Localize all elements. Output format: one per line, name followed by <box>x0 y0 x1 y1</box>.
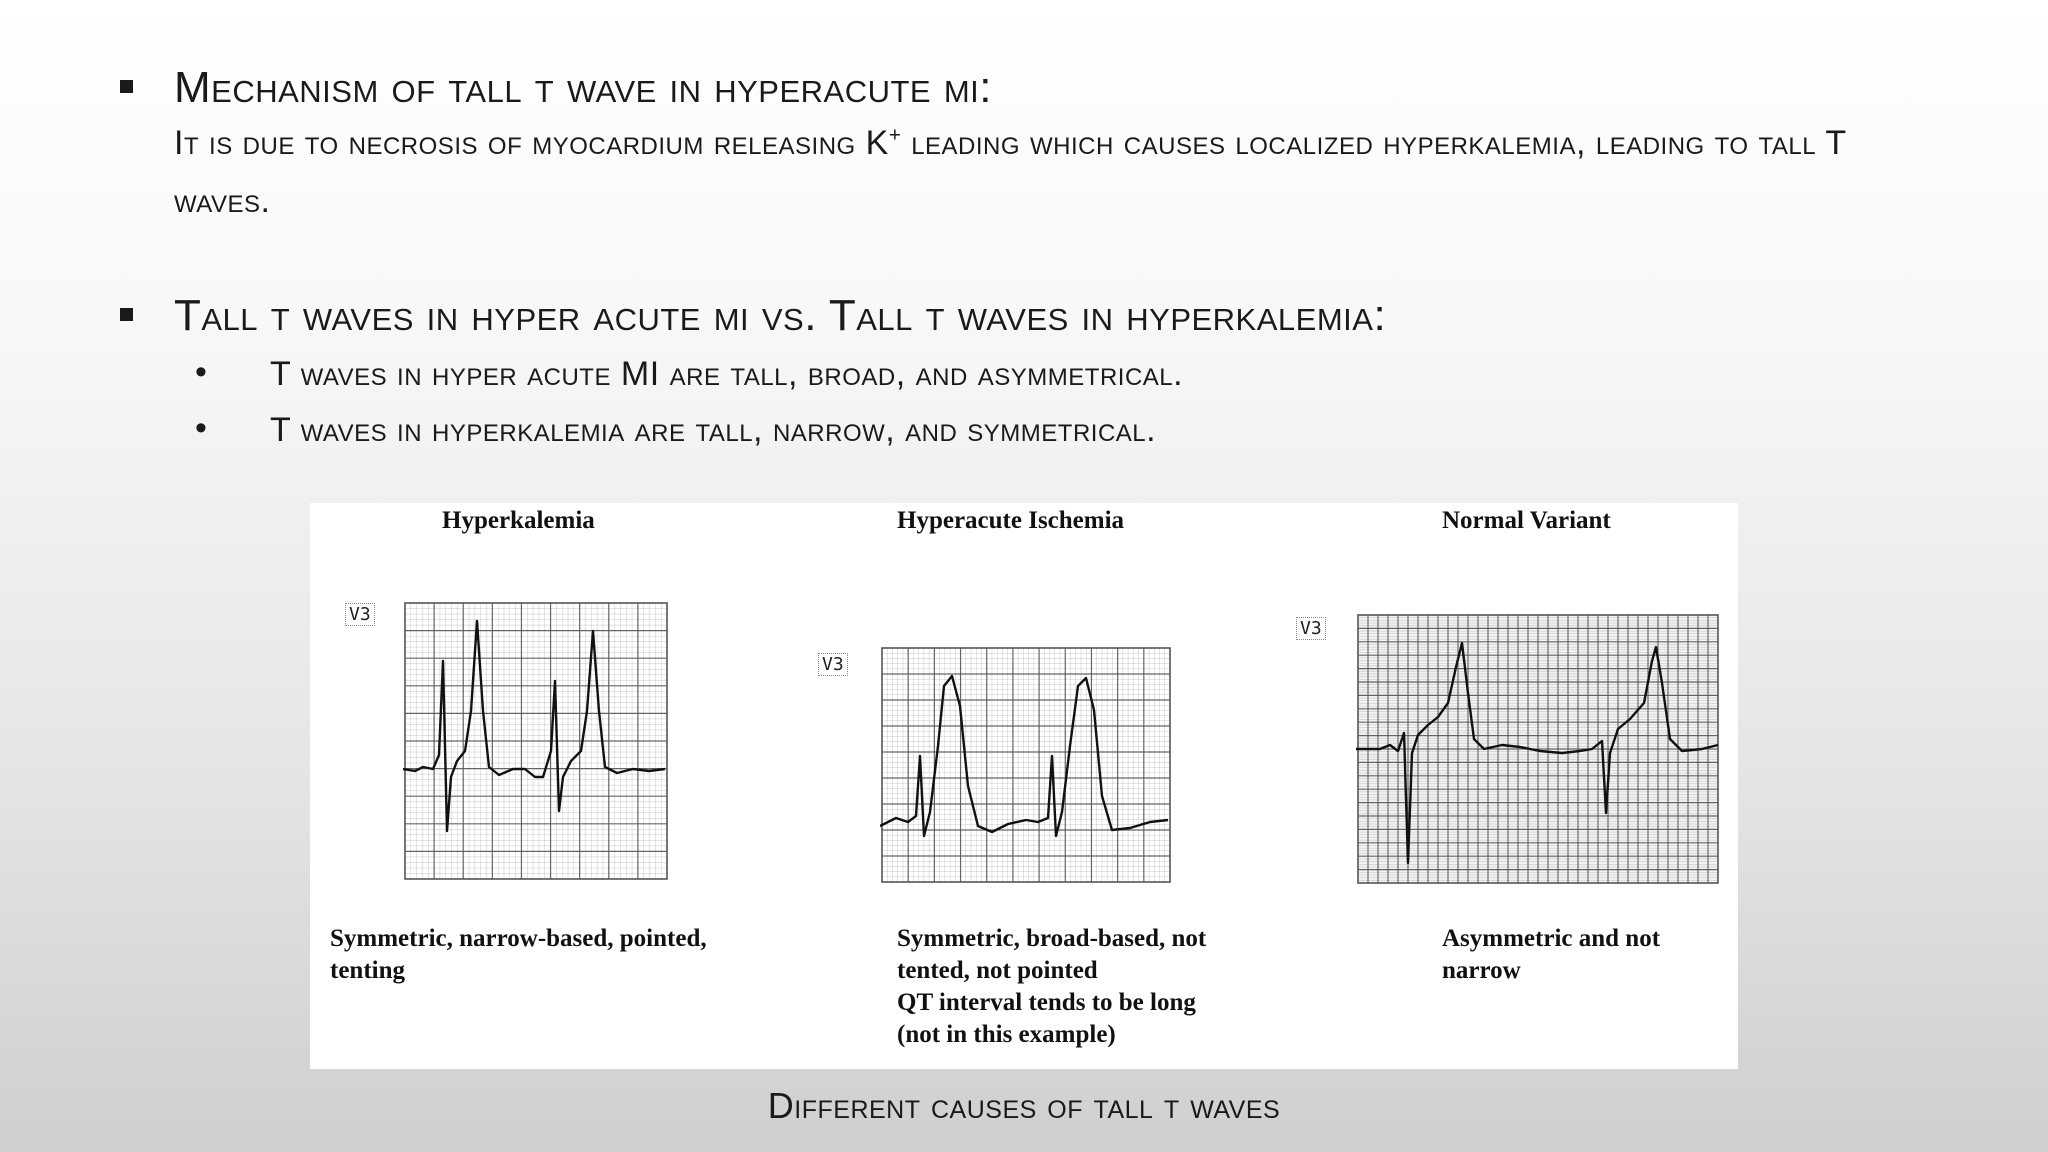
hyperkalemia-ecg-strip <box>403 601 673 883</box>
panel-description: Symmetric, narrow-based, pointed, tenting <box>330 925 707 984</box>
panel-description: Asymmetric and not narrow <box>1442 925 1661 984</box>
round-bullet-icon: • <box>195 409 207 447</box>
panel-title: Normal Variant <box>1442 507 1611 534</box>
mechanism-heading: Mechanism of tall t wave in hyperacute mi: <box>174 63 992 112</box>
mechanism-paragraph <box>174 114 1934 230</box>
comparison-heading: Tall t waves in hyper acute mi vs. Tall t waves in hyperkalemia: <box>174 291 1387 340</box>
square-bullet-icon <box>120 308 133 321</box>
panel-title: Hyperkalemia <box>442 507 595 534</box>
ecg-grid <box>882 648 1170 882</box>
hyperacute-ischemia-ecg-strip <box>880 646 1172 884</box>
comparison-item <box>195 354 1183 395</box>
mechanism-text-post: leading which causes localized hyperkalemia, leading to tall T waves. <box>174 124 1847 220</box>
mechanism-text-pre: It is due to necrosis of myocardium releasing K <box>174 124 889 162</box>
ecg-figure <box>310 503 1738 1069</box>
lead-label: V3 <box>1296 617 1326 640</box>
ecg-trace <box>1356 643 1718 863</box>
comparison-bullet <box>120 290 1386 343</box>
figure-caption: Different causes of tall t waves <box>767 1085 1281 1126</box>
comparison-item-text: T waves in hyper acute MI are tall, broad, and asymmetrical. <box>270 355 1184 393</box>
lead-label: V3 <box>345 603 375 626</box>
square-bullet-icon <box>120 80 133 93</box>
lead-label: V3 <box>818 653 848 676</box>
potassium-superscript: + <box>888 124 902 147</box>
round-bullet-icon: • <box>195 353 207 391</box>
ecg-trace <box>403 621 665 831</box>
comparison-item <box>195 410 1156 451</box>
panel-description: Symmetric, broad-based, not tented, not pointed QT interval tends to be long (not in this example) <box>897 925 1207 1048</box>
mechanism-bullet <box>120 62 992 115</box>
normal-variant-ecg-strip <box>1356 613 1720 885</box>
panel-title: Hyperacute Ischemia <box>897 507 1125 534</box>
comparison-item-text: T waves in hyperkalemia are tall, narrow, and symmetrical. <box>270 411 1157 449</box>
ecg-grid <box>1358 615 1718 883</box>
